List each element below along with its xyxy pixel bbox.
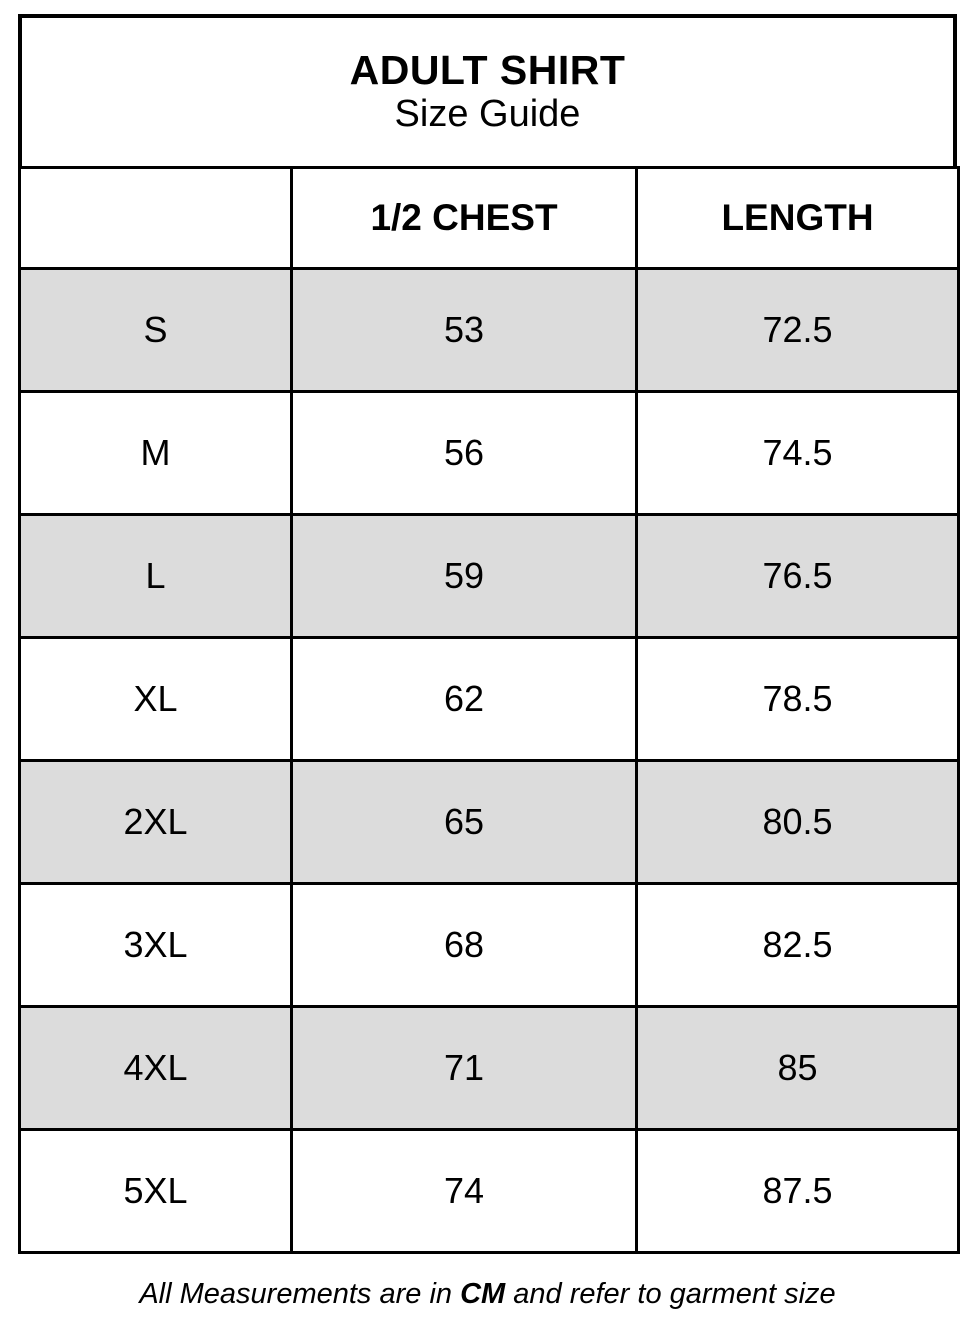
table-row xyxy=(20,1007,959,1130)
footnote-text-after: and refer to garment size xyxy=(505,1278,836,1310)
cell-half-chest: 74 xyxy=(292,1130,637,1253)
footnote-text-before: All Measurements are in xyxy=(139,1278,461,1310)
cell-length: 82.5 xyxy=(637,884,959,1007)
table-row xyxy=(20,269,959,392)
page-title: ADULT SHIRT xyxy=(349,46,626,93)
column-header-length: LENGTH xyxy=(637,168,959,269)
cell-length: 76.5 xyxy=(637,515,959,638)
cell-half-chest: 56 xyxy=(292,392,637,515)
cell-half-chest: 59 xyxy=(292,515,637,638)
cell-half-chest: 53 xyxy=(292,269,637,392)
footnote-unit: CM xyxy=(460,1278,506,1310)
cell-size: 5XL xyxy=(20,1130,292,1253)
cell-size: L xyxy=(20,515,292,638)
cell-size: XL xyxy=(20,638,292,761)
cell-length: 87.5 xyxy=(637,1130,959,1253)
cell-half-chest: 65 xyxy=(292,761,637,884)
cell-length: 80.5 xyxy=(637,761,959,884)
cell-size: 2XL xyxy=(20,761,292,884)
table-row xyxy=(20,638,959,761)
column-header-size xyxy=(20,168,292,269)
table-body xyxy=(20,269,959,1253)
cell-length: 72.5 xyxy=(637,269,959,392)
table-header xyxy=(20,168,959,269)
measurements-footnote xyxy=(18,1254,957,1312)
size-chart-table xyxy=(18,166,960,1254)
title-block xyxy=(18,14,957,166)
cell-size: 3XL xyxy=(20,884,292,1007)
table-row xyxy=(20,515,959,638)
cell-half-chest: 71 xyxy=(292,1007,637,1130)
table-row xyxy=(20,392,959,515)
table-row xyxy=(20,884,959,1007)
cell-size: M xyxy=(20,392,292,515)
cell-half-chest: 62 xyxy=(292,638,637,761)
table-row xyxy=(20,1130,959,1253)
cell-size: S xyxy=(20,269,292,392)
column-header-half-chest: 1/2 CHEST xyxy=(292,168,637,269)
cell-half-chest: 68 xyxy=(292,884,637,1007)
table-row xyxy=(20,761,959,884)
cell-length: 85 xyxy=(637,1007,959,1130)
page-subtitle: Size Guide xyxy=(394,92,581,135)
cell-length: 78.5 xyxy=(637,638,959,761)
cell-length: 74.5 xyxy=(637,392,959,515)
cell-size: 4XL xyxy=(20,1007,292,1130)
table-header-row xyxy=(20,168,959,269)
